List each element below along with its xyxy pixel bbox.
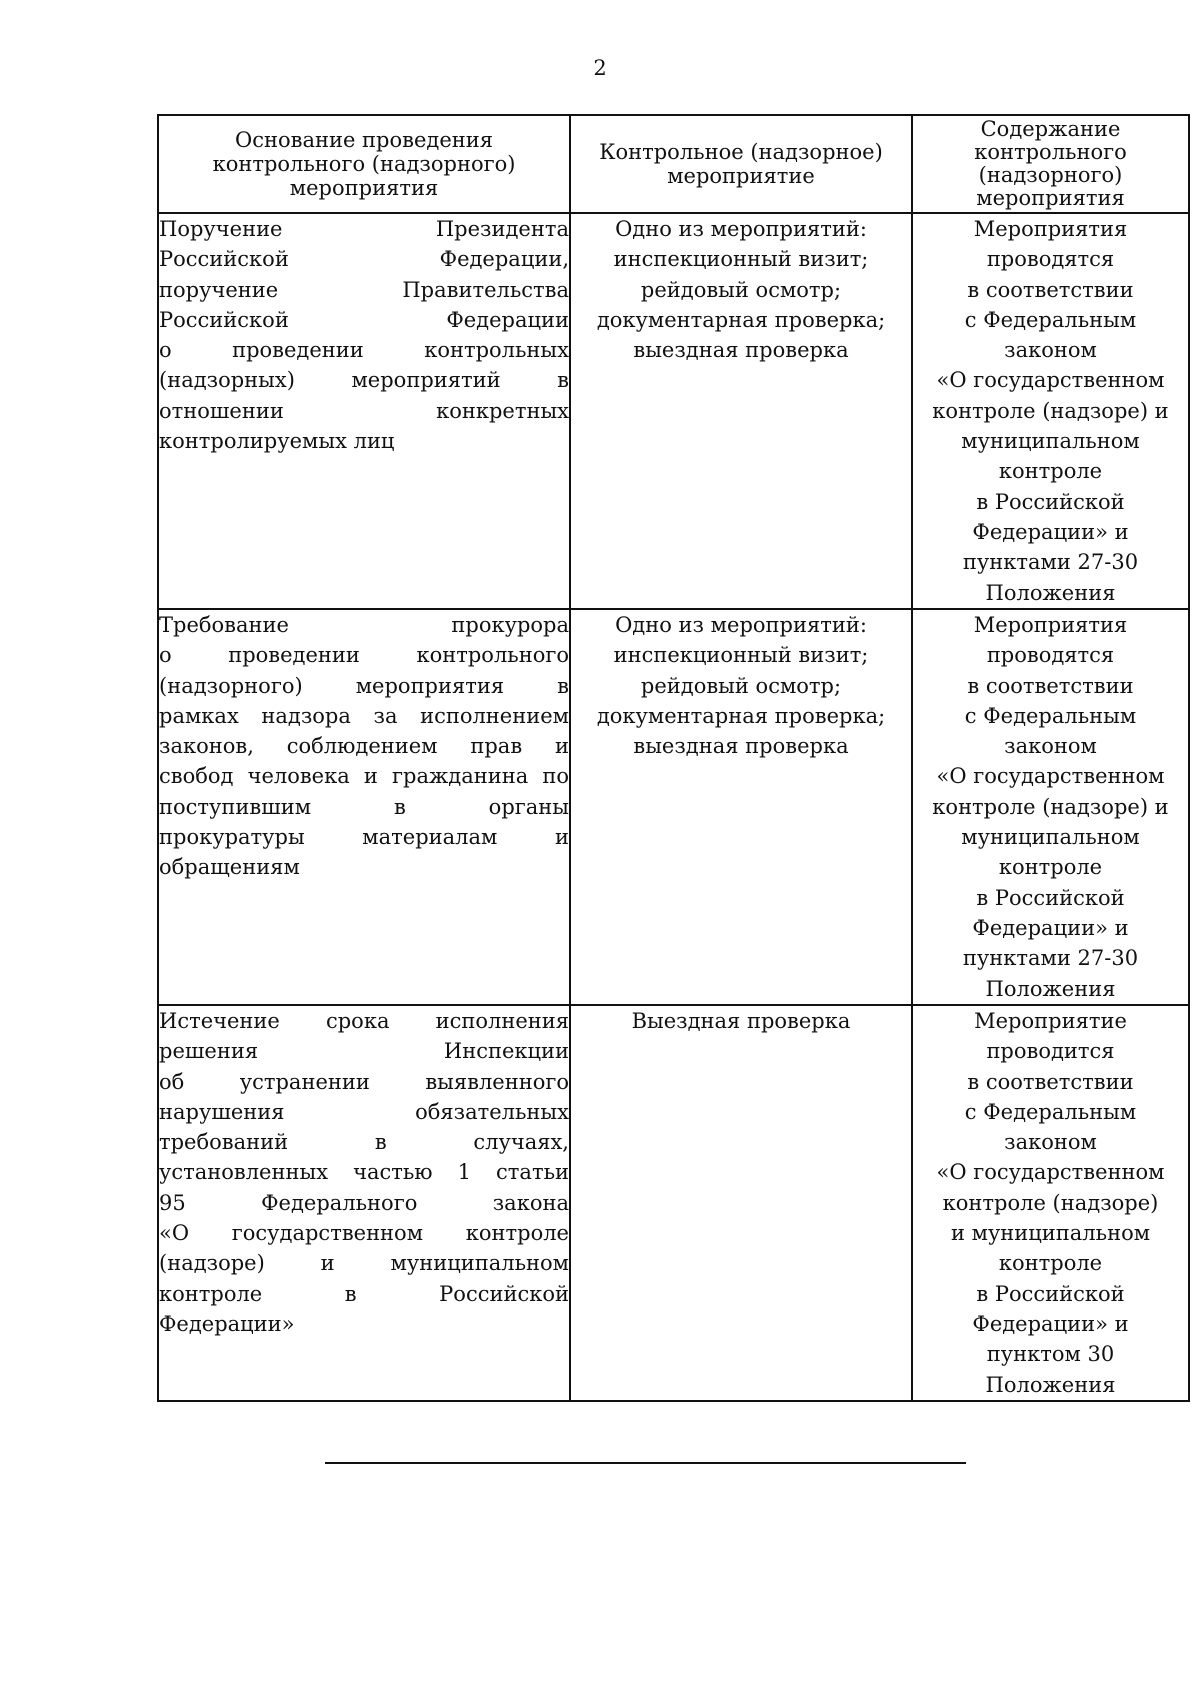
cell-line: обращениям [159, 855, 300, 880]
cell-line: Мероприятия [973, 613, 1128, 637]
cell-line: пунктами 27-30 [962, 946, 1139, 971]
cell-line: законов, соблюдением прав и [159, 734, 569, 759]
header-line: мероприятие [667, 164, 815, 188]
header-line: контрольного (надзорного) [212, 152, 516, 176]
cell-line: выездная проверка [633, 734, 849, 759]
header-line: мероприятия [289, 176, 439, 200]
cell-line: проводятся [986, 247, 1115, 272]
table-row [158, 1005, 1189, 1401]
cell-line: Федерации» [159, 1311, 295, 1336]
cell-line: Российской Федерации, [159, 247, 569, 272]
cell-line: законом [1004, 734, 1097, 759]
cell-line: рейдовый осмотр; [640, 673, 842, 698]
basis-cell [158, 609, 570, 1005]
cell-line: Выездная проверка [631, 1009, 851, 1033]
cell-line: контроле [998, 1251, 1103, 1276]
cell-line: в соответствии [967, 1069, 1134, 1094]
cell-line: в Российской [976, 1281, 1125, 1306]
cell-line: пунктом 30 [986, 1342, 1115, 1367]
content-cell [912, 1005, 1189, 1401]
cell-line: с Федеральным [964, 307, 1137, 332]
cell-line: «О государственном [936, 1160, 1165, 1185]
cell-line: контроле (надзоре) и [932, 794, 1169, 819]
cell-line: прокуратуры материалам и [159, 825, 569, 850]
cell-line: проводятся [986, 643, 1115, 668]
header-measure [570, 115, 912, 213]
cell-line: Одно из мероприятий: [615, 217, 867, 241]
cell-line: пунктами 27-30 [962, 550, 1139, 575]
cell-line: Федерации» и [972, 1311, 1129, 1336]
cell-line: муниципальном [961, 825, 1140, 850]
table-row [158, 213, 1189, 609]
cell-line: о проведении контрольных [159, 338, 569, 363]
cell-line: решения Инспекции [159, 1039, 569, 1064]
cell-line: Истечение срока исполнения [159, 1009, 569, 1033]
control-measures-table [157, 114, 1190, 1402]
cell-line: Положения [985, 580, 1116, 605]
content-cell [912, 213, 1189, 609]
cell-line: муниципальном [961, 429, 1140, 454]
header-line: Основание проведения [235, 128, 493, 152]
table-header-row [158, 115, 1189, 213]
cell-line: установленных частью 1 статьи [159, 1160, 569, 1185]
cell-line: с Федеральным [964, 703, 1137, 728]
cell-line: и муниципальном [950, 1221, 1151, 1246]
cell-line: «О государственном [936, 368, 1165, 393]
header-line: мероприятия [976, 186, 1125, 210]
cell-line: в Российской [976, 489, 1125, 514]
cell-line: в Российской [976, 885, 1125, 910]
measure-cell [570, 213, 912, 609]
cell-line: контроле в Российской [159, 1281, 569, 1306]
cell-line: нарушения обязательных [159, 1099, 569, 1124]
cell-line: «О государственном [936, 764, 1165, 789]
closing-rule [325, 1462, 966, 1464]
cell-line: о проведении контрольного [159, 643, 569, 668]
cell-line: контроле [998, 855, 1103, 880]
cell-line: Требование прокурора [159, 613, 569, 637]
cell-line: поступившим в органы [159, 794, 569, 819]
cell-line: Федерации» и [972, 519, 1129, 544]
cell-line: (надзорного) мероприятия в [159, 673, 569, 698]
cell-line: рейдовый осмотр; [640, 277, 842, 302]
cell-line: Одно из мероприятий: [615, 613, 867, 637]
cell-line: законом [1004, 1130, 1097, 1155]
cell-line: в соответствии [967, 673, 1134, 698]
cell-line: Мероприятие [974, 1009, 1127, 1033]
cell-line: требований в случаях, [159, 1130, 569, 1155]
cell-line: законом [1004, 338, 1097, 363]
header-line: Содержание [980, 117, 1121, 141]
cell-line: документарная проверка; [596, 307, 886, 332]
cell-line: документарная проверка; [596, 703, 886, 728]
cell-line: инспекционный визит; [613, 247, 869, 272]
cell-line: (надзоре) и муниципальном [159, 1251, 569, 1276]
cell-line: контроле (надзоре) и [932, 398, 1169, 423]
cell-line: проводится [986, 1039, 1115, 1064]
cell-line: Положения [985, 1372, 1116, 1397]
cell-line: Российской Федерации [159, 307, 569, 332]
content-cell [912, 609, 1189, 1005]
cell-line: Мероприятия [973, 217, 1128, 241]
cell-line: об устранении выявленного [159, 1069, 569, 1094]
cell-line: 95 Федерального закона [159, 1190, 569, 1215]
header-basis [158, 115, 570, 213]
cell-line: Федерации» и [972, 915, 1129, 940]
measure-cell [570, 1005, 912, 1401]
basis-cell [158, 1005, 570, 1401]
cell-line: в соответствии [967, 277, 1134, 302]
cell-line: контроле [998, 459, 1103, 484]
cell-line: рамках надзора за исполнением [159, 703, 569, 728]
cell-line: отношении конкретных [159, 398, 569, 423]
cell-line: поручение Правительства [159, 277, 569, 302]
measure-cell [570, 609, 912, 1005]
cell-line: (надзорных) мероприятий в [159, 368, 569, 393]
cell-line: контроле (надзоре) [942, 1190, 1159, 1215]
header-line: Контрольное (надзорное) [599, 140, 883, 164]
header-line: контрольного [974, 140, 1127, 164]
cell-line: «О государственном контроле [159, 1221, 569, 1246]
cell-line: Положения [985, 976, 1116, 1001]
header-line: (надзорного) [978, 163, 1123, 187]
table-row [158, 609, 1189, 1005]
header-content [912, 115, 1189, 213]
cell-line: инспекционный визит; [613, 643, 869, 668]
cell-line: с Федеральным [964, 1099, 1137, 1124]
page-number: 2 [593, 56, 607, 80]
cell-line: выездная проверка [633, 338, 849, 363]
cell-line: Поручение Президента [159, 217, 569, 241]
cell-line: контролируемых лиц [159, 429, 395, 454]
basis-cell [158, 213, 570, 609]
cell-line: свобод человека и гражданина по [159, 764, 569, 789]
